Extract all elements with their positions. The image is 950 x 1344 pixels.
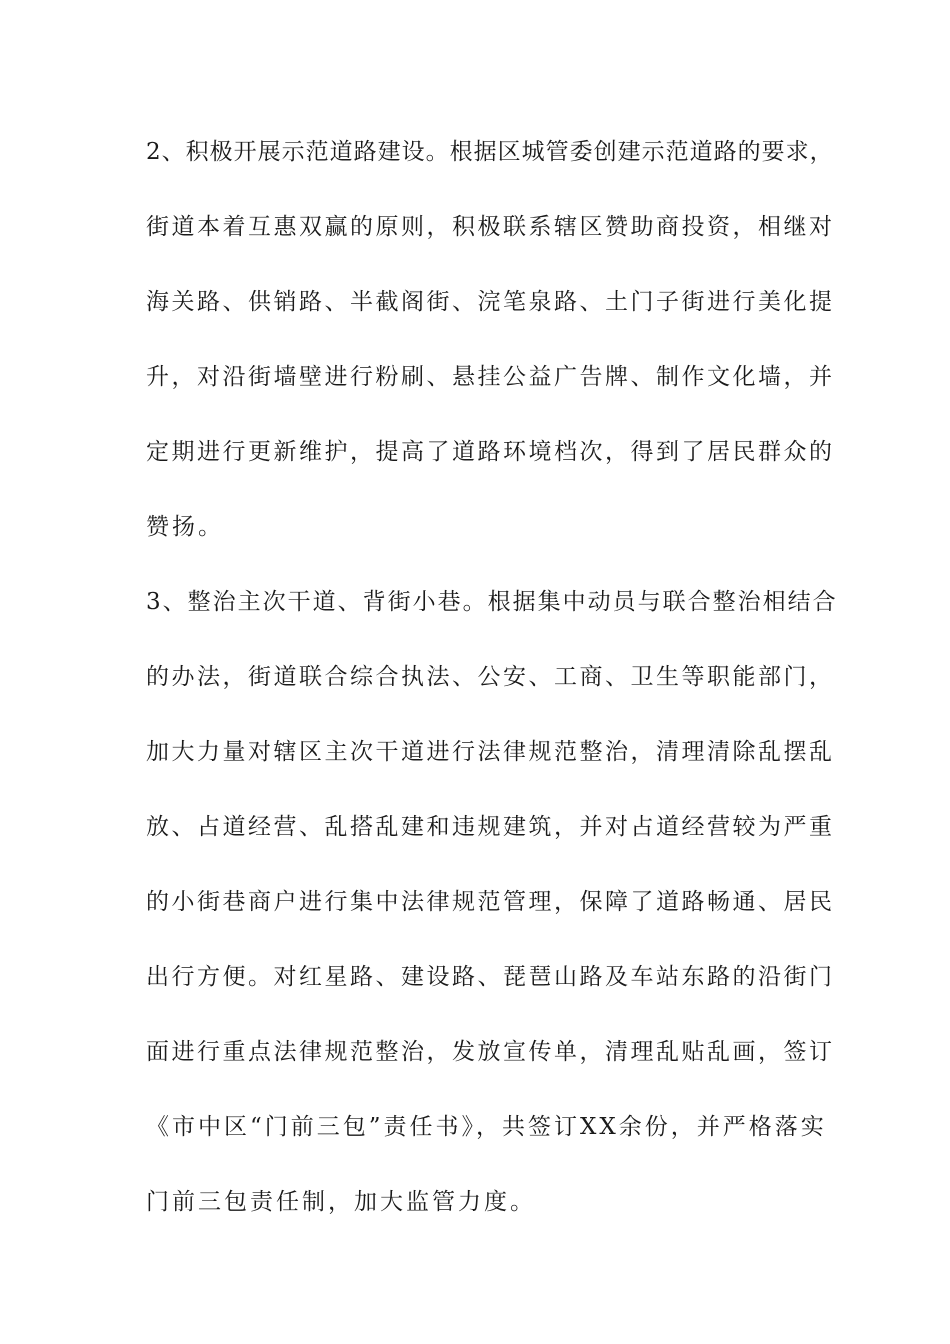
text-line: 升，对沿街墙壁进行粉刷、悬挂公益广告牌、制作文化墙，并 — [146, 364, 835, 390]
text-line: 的办法，街道联合综合执法、公安、工商、卫生等职能部门， — [146, 664, 835, 690]
text-line: 3、整治主次干道、背街小巷。根据集中动员与联合整治相结合 — [146, 589, 838, 615]
text-line: 赞扬。 — [146, 514, 224, 540]
text-line: 出行方便。对红星路、建设路、琵琶山路及车站东路的沿街门 — [146, 964, 835, 990]
text-line: 2、积极开展示范道路建设。根据区城管委创建示范道路的要求， — [146, 139, 834, 165]
text-line: 门前三包责任制，加大监管力度。 — [146, 1189, 536, 1215]
text-line: 定期进行更新维护，提高了道路环境档次，得到了居民群众的 — [146, 439, 835, 465]
text-line: 《市中区“门前三包”责任书》，共签订XX余份，并严格落实 — [146, 1114, 827, 1140]
text-line: 加大力量对辖区主次干道进行法律规范整治，清理清除乱摆乱 — [146, 739, 835, 765]
text-line: 面进行重点法律规范整治，发放宣传单，清理乱贴乱画，签订 — [146, 1039, 835, 1065]
text-line: 的小街巷商户进行集中法律规范管理，保障了道路畅通、居民 — [146, 889, 835, 915]
text-line: 街道本着互惠双赢的原则，积极联系辖区赞助商投资，相继对 — [146, 214, 835, 240]
text-line: 放、占道经营、乱搭乱建和违规建筑，并对占道经营较为严重 — [146, 814, 835, 840]
text-line: 海关路、供销路、半截阁街、浣笔泉路、土门子街进行美化提 — [146, 289, 835, 315]
